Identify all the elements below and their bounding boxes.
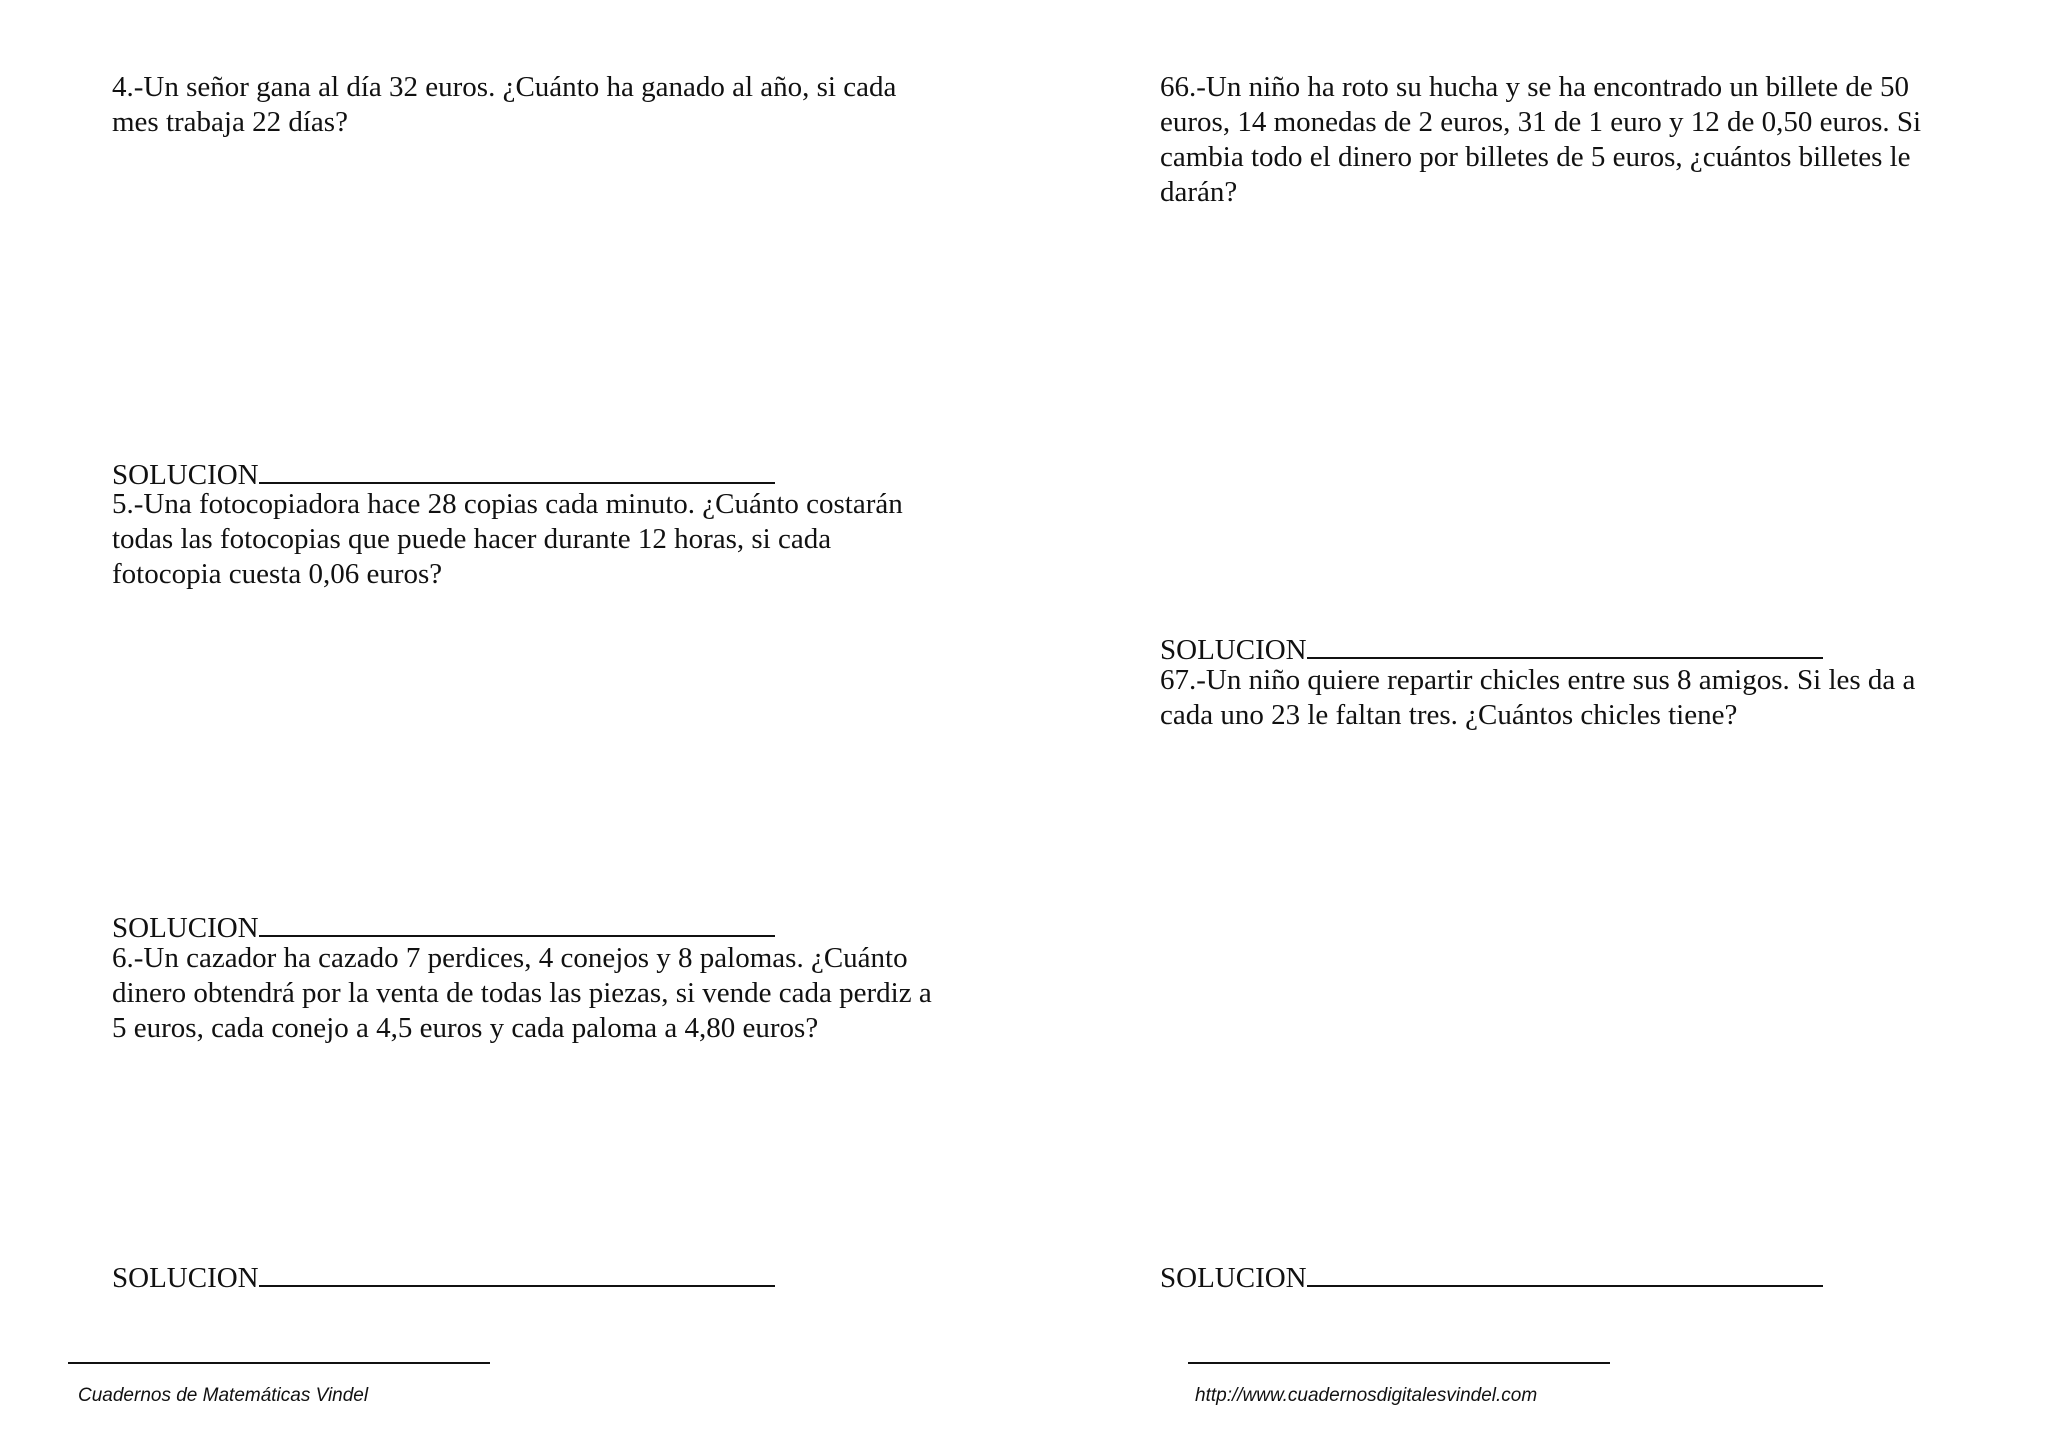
footer-rule-left bbox=[68, 1362, 490, 1364]
answer-blank[interactable] bbox=[259, 1255, 775, 1287]
solution-line-5 bbox=[112, 905, 775, 946]
footer-rule-right bbox=[1188, 1362, 1610, 1364]
problem-6: 6.-Un cazador ha cazado 7 perdices, 4 conejos y 8 palomas. ¿Cuánto dinero obtendrá por la venta de todas las piezas, si vende cada perdiz a 5 euros, cada conejo a 4,5 euros y cada paloma a 4,80 euros? bbox=[112, 942, 932, 1044]
solution-label: SOLUCION bbox=[112, 1262, 259, 1294]
solution-label: SOLUCION bbox=[1160, 634, 1307, 666]
solution-line-66 bbox=[1160, 627, 1823, 668]
problem-67: 67.-Un niño quiere repartir chicles entre sus 8 amigos. Si les da a cada uno 23 le faltan tres. ¿Cuántos chicles tiene? bbox=[1160, 664, 1916, 731]
footer-left-text: Cuadernos de Matemáticas Vindel bbox=[78, 1385, 369, 1406]
answer-blank[interactable] bbox=[259, 905, 775, 937]
solution-label: SOLUCION bbox=[112, 459, 259, 491]
solution-line-6 bbox=[112, 1255, 775, 1296]
problem-66: 66.-Un niño ha roto su hucha y se ha encontrado un billete de 50 euros, 14 monedas de 2 euros, 31 de 1 euro y 12 de 0,50 euros. Si cambia todo el dinero por billetes de 5 euros, ¿cuántos billetes le darán? bbox=[1160, 71, 1922, 208]
footer-url-link[interactable]: http://www.cuadernosdigitalesvindel.com bbox=[1195, 1385, 1538, 1406]
solution-label: SOLUCION bbox=[112, 912, 259, 944]
answer-blank[interactable] bbox=[1307, 1255, 1823, 1287]
problem-5: 5.-Una fotocopiadora hace 28 copias cada minuto. ¿Cuánto costarán todas las fotocopias que puede hacer durante 12 horas, si cada fotocopia cuesta 0,06 euros? bbox=[112, 488, 903, 590]
answer-blank[interactable] bbox=[1307, 627, 1823, 659]
problem-4: 4.-Un señor gana al día 32 euros. ¿Cuánto ha ganado al año, si cada mes trabaja 22 días? bbox=[112, 71, 897, 138]
solution-line-67 bbox=[1160, 1255, 1823, 1296]
answer-blank[interactable] bbox=[259, 452, 775, 484]
solution-label: SOLUCION bbox=[1160, 1262, 1307, 1294]
